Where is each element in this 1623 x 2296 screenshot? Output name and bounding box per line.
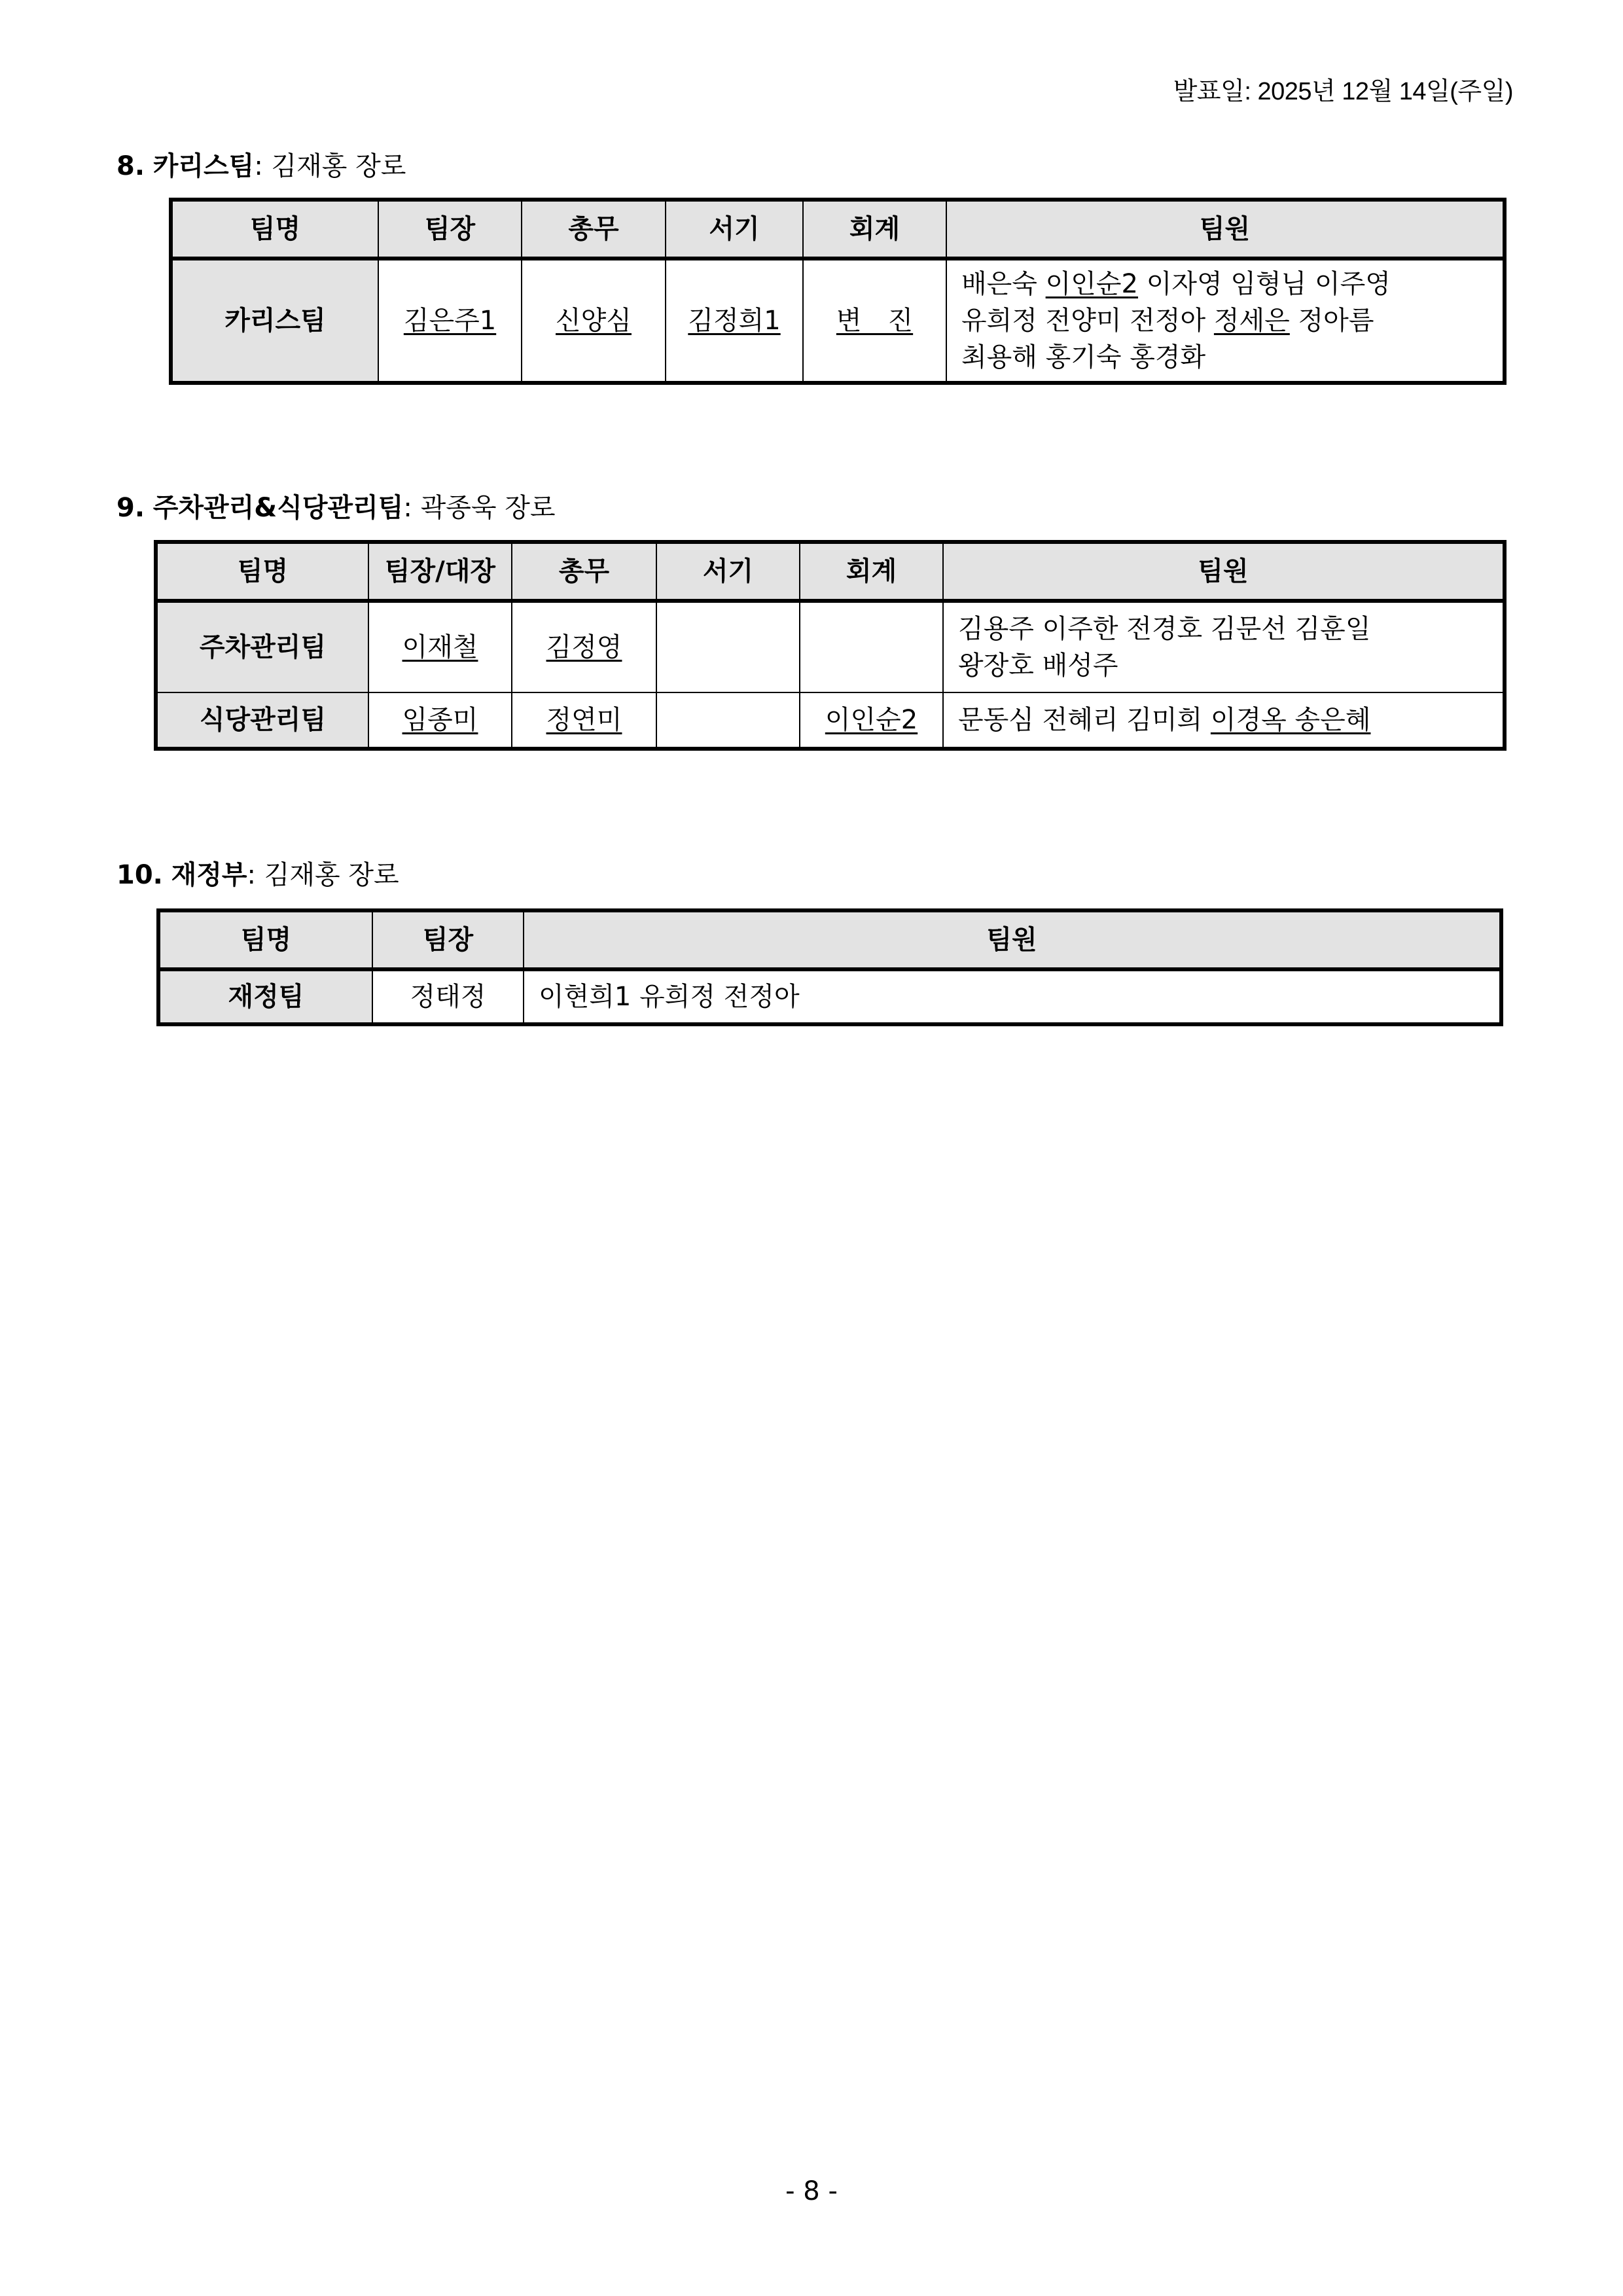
leader-cell — [368, 692, 512, 749]
member-names: 왕장호 배성주 — [958, 651, 1118, 681]
member-name-underlined: 이경옥 송은혜 — [1210, 705, 1371, 735]
member-names: 김용주 이주한 전경호 김문선 김훈일 — [958, 614, 1371, 644]
section-name: 주차관리&식당관리팀 — [152, 493, 404, 523]
members-line — [961, 302, 1488, 339]
header-members: 팀원 — [524, 910, 1501, 969]
header-leader: 팀장 — [372, 910, 524, 969]
table-header-row — [171, 200, 1505, 259]
leader-name: 임종미 — [402, 705, 478, 735]
member-names: 최용해 홍기숙 홍경화 — [961, 342, 1206, 372]
leader-name: 김은주1 — [403, 306, 497, 336]
member-name-underlined: 이인순2 — [1045, 269, 1139, 299]
header-treasurer: 회계 — [800, 542, 943, 601]
header-secretary: 서기 — [656, 542, 800, 601]
secretary-cell — [666, 259, 803, 383]
header-secretary: 서기 — [666, 200, 803, 259]
treasurer-cell — [803, 259, 946, 383]
header-members: 팀원 — [946, 200, 1505, 259]
members-cell — [943, 692, 1505, 749]
header-members: 팀원 — [943, 542, 1505, 601]
section-leader: : 김재홍 장로 — [254, 151, 406, 181]
members-cell: 이현희1 유희정 전정아 — [524, 969, 1501, 1024]
table-row — [158, 969, 1501, 1024]
member-names: 배은숙 — [961, 269, 1046, 299]
header-team-name: 팀명 — [158, 910, 372, 969]
table-row — [156, 692, 1505, 749]
section-name: 재정부 — [171, 860, 247, 890]
leader-cell — [368, 601, 512, 692]
secretary-name: 김정희1 — [688, 306, 781, 336]
member-names: 문동심 전혜리 김미희 — [958, 705, 1211, 735]
parking-dining-team-table — [154, 540, 1507, 751]
table-row — [156, 601, 1505, 692]
section-leader: : 곽종욱 장로 — [403, 493, 556, 523]
treasurer-name: 이인순2 — [825, 705, 918, 735]
general-affairs-cell — [512, 601, 656, 692]
section-title-charis — [116, 145, 406, 183]
section-number: 8. — [116, 151, 145, 181]
table-header-row — [156, 542, 1505, 601]
general-affairs-name: 신양심 — [556, 306, 632, 336]
section-leader: : 김재홍 장로 — [247, 860, 399, 890]
members-line — [958, 647, 1488, 684]
secretary-cell — [656, 692, 800, 749]
finance-team-table — [156, 908, 1503, 1026]
section-number: 10. — [116, 860, 163, 890]
member-names: 정아름 — [1289, 306, 1374, 336]
table-row — [171, 259, 1505, 383]
members-line — [961, 339, 1488, 376]
header-leader: 팀장/대장 — [368, 542, 512, 601]
header-treasurer: 회계 — [803, 200, 946, 259]
team-name-cell: 주차관리팀 — [156, 601, 368, 692]
general-affairs-cell — [512, 692, 656, 749]
leader-cell: 정태정 — [372, 969, 524, 1024]
publish-date: 발표일: 2025년 12월 14일(주일) — [1173, 78, 1513, 105]
table-header-row — [158, 910, 1501, 969]
members-line — [958, 611, 1488, 647]
team-name-cell: 재정팀 — [158, 969, 372, 1024]
members-cell — [943, 601, 1505, 692]
treasurer-name: 변 진 — [836, 306, 914, 336]
charis-team-table — [169, 198, 1507, 385]
general-affairs-name: 김정영 — [546, 632, 622, 662]
members-line — [961, 266, 1488, 302]
treasurer-cell — [800, 692, 943, 749]
team-name-cell: 카리스팀 — [171, 259, 378, 383]
team-name-cell: 식당관리팀 — [156, 692, 368, 749]
header-team-name: 팀명 — [156, 542, 368, 601]
section-title-parking-dining — [116, 487, 556, 524]
general-affairs-cell — [522, 259, 666, 383]
section-number: 9. — [116, 493, 145, 523]
leader-name: 이재철 — [402, 632, 478, 662]
member-names: 이자영 임형님 이주영 — [1138, 269, 1391, 299]
header-general-affairs: 총무 — [522, 200, 666, 259]
member-name-underlined: 정세은 — [1213, 306, 1290, 336]
section-name: 카리스팀 — [152, 151, 255, 181]
section-title-finance — [116, 854, 399, 891]
header-team-name: 팀명 — [171, 200, 378, 259]
leader-cell — [378, 259, 522, 383]
member-names: 유희정 전양미 전정아 — [961, 306, 1214, 336]
members-line — [958, 702, 1488, 738]
general-affairs-name: 정연미 — [546, 705, 622, 735]
header-leader: 팀장 — [378, 200, 522, 259]
members-cell — [946, 259, 1505, 383]
header-general-affairs: 총무 — [512, 542, 656, 601]
secretary-cell — [656, 601, 800, 692]
treasurer-cell — [800, 601, 943, 692]
page-number: - 8 - — [785, 2176, 838, 2206]
